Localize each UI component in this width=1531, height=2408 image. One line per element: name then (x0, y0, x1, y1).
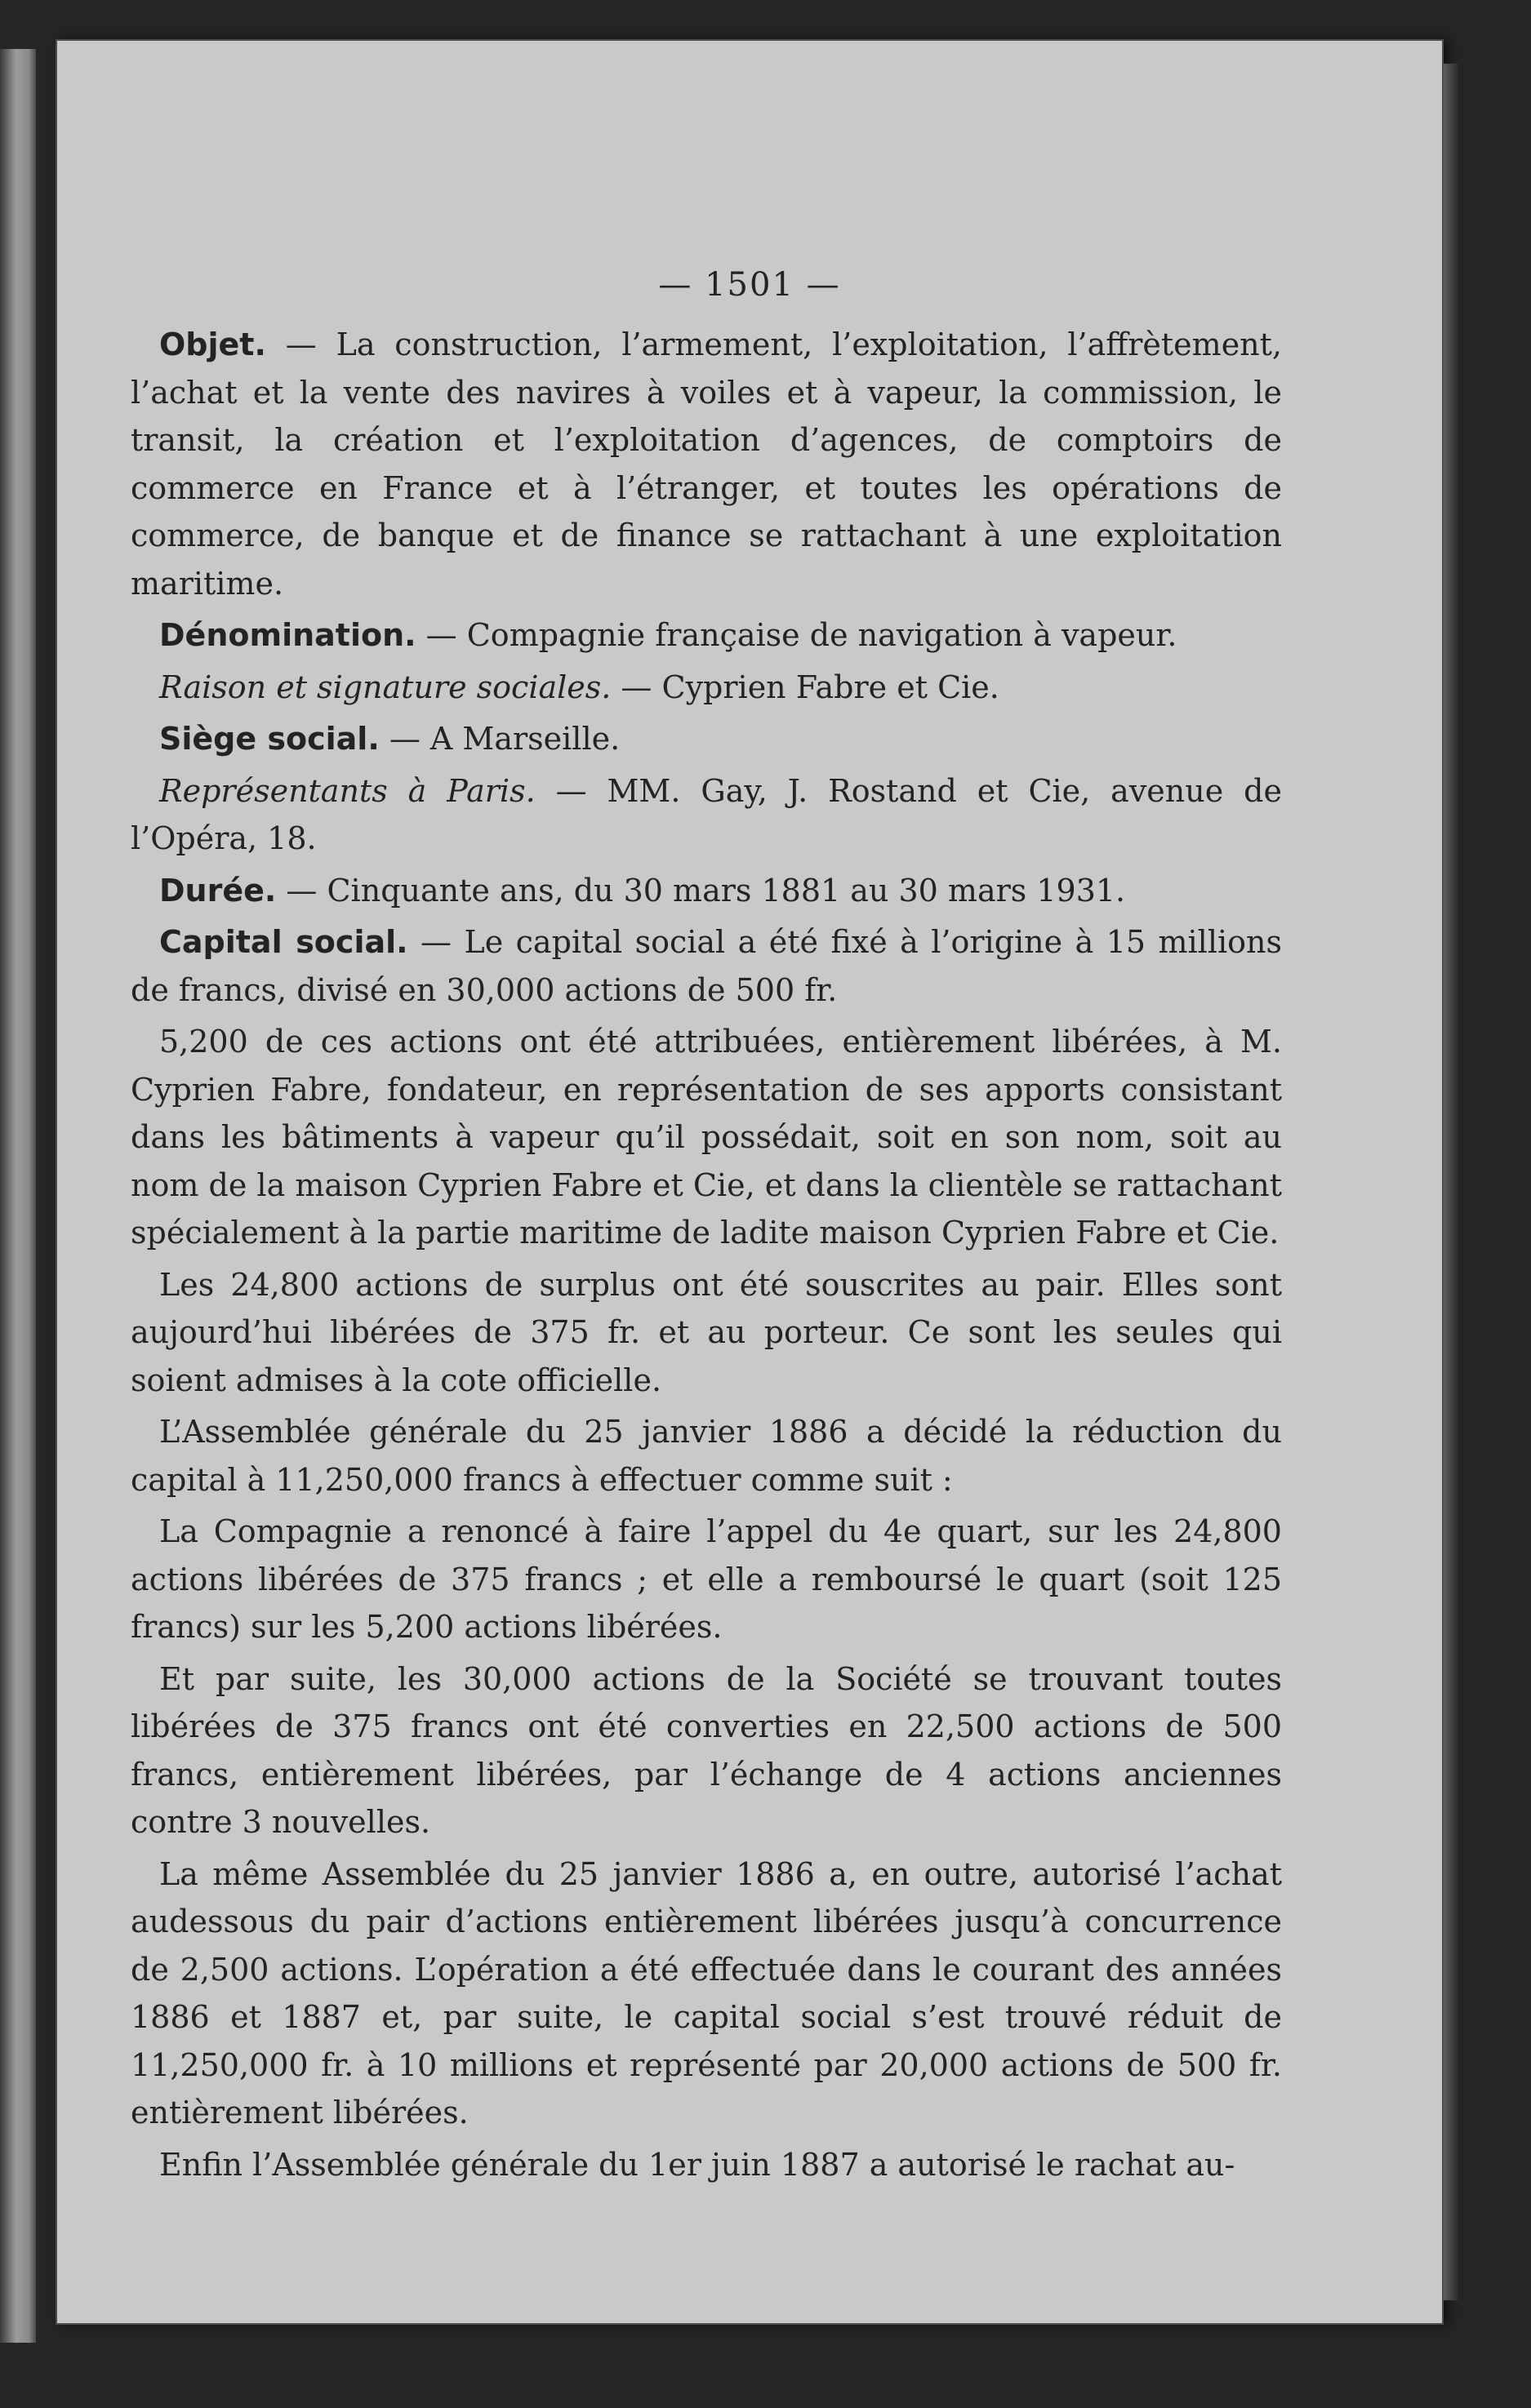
paragraph (131, 611, 1282, 660)
paragraph-text: Les 24,800 actions de surplus ont été souscrites au pair. Elles sont aujourd’hui libérées de 375 fr. et au porteur. Ce sont les seules qui soient admises à la cote officielle. (131, 1266, 1282, 1398)
paragraph (131, 321, 1282, 607)
paragraph-text: — Le capital social a été fixé à l’origine à 15 millions de francs, divisé en 30,000 actions de 500 fr. (131, 924, 1282, 1008)
paragraph-heading: Durée. (159, 872, 277, 909)
paragraph-heading: Représentants à Paris. (159, 772, 536, 809)
paragraph (131, 1655, 1282, 1846)
paragraph (131, 1508, 1282, 1651)
paragraph (131, 1261, 1282, 1405)
paragraph-heading: Siège social. (159, 721, 380, 757)
paragraph-text: — Cinquante ans, du 30 mars 1881 au 30 mars 1931. (276, 872, 1126, 909)
paragraph-text: La même Assemblée du 25 janvier 1886 a, en outre, autorisé l’achat audessous du pair d’actions entièrement libérées jusqu’à concurrence de 2,500 actions. L’opération a été effectuée dans le courant des années 1886 et 1887 et, par suite, le capital social s’est trouvé réduit de 11,250,000 fr. à 10 millions et représenté par 20,000 actions de 500 fr. entièrement libérées. (131, 1855, 1282, 2130)
paragraph (131, 715, 1282, 763)
book-page (56, 39, 1444, 2325)
paragraph (131, 2141, 1282, 2189)
paragraph (131, 1018, 1282, 1257)
paragraph-text: — Cyprien Fabre et Cie. (611, 669, 999, 705)
paragraph-text: — MM. Gay, J. Rostand et Cie, avenue de l’Opéra, 18. (131, 772, 1282, 856)
paragraph-text: La Compagnie a renoncé à faire l’appel du 4e quart, sur les 24,800 actions libérées de 375 francs ; et elle a remboursé le quart (soit 125 francs) sur les 5,200 actions libérées. (131, 1513, 1282, 1645)
paragraph (131, 867, 1282, 915)
page-body-text (131, 321, 1282, 2193)
paragraph-heading: Capital social. (159, 924, 408, 960)
paragraph (131, 918, 1282, 1014)
paragraph (131, 1408, 1282, 1504)
paragraph-text: Et par suite, les 30,000 actions de la Société se trouvant toutes libérées de 375 francs ont été converties en 22,500 actions de 500 francs, entièrement libérées, par l’échange de 4 actions anciennes contre 3 nouvelles. (131, 1660, 1282, 1840)
facing-page-edge (0, 49, 36, 2343)
paragraph-text: — A Marseille. (379, 721, 621, 757)
paragraph-text: Enfin l’Assemblée générale du 1er juin 1887 a autorisé le rachat au- (159, 2146, 1235, 2183)
paragraph (131, 767, 1282, 863)
paragraph (131, 1850, 1282, 2137)
paragraph-text: — Compagnie française de navigation à vapeur. (416, 617, 1177, 653)
page-number: — 1501 — (658, 266, 841, 304)
paragraph-text: — La construction, l’armement, l’exploitation, l’affrètement, l’achat et la vente des navires à voiles et à vapeur, la commission, le transit, la création et l’exploitation d’agences, de comptoirs de commerce en France et à l’étranger, et toutes les opérations de commerce, de banque et de finance se rattachant à une exploitation maritime. (131, 327, 1282, 602)
paragraph-text: 5,200 de ces actions ont été attribuées, entièrement libérées, à M. Cyprien Fabre, fondateur, en représentation de ses apports consistant dans les bâtiments à vapeur qu’il possédait, soit en son nom, soit au nom de la maison Cyprien Fabre et Cie, et dans la clientèle se rattachant spécialement à la partie maritime de ladite maison Cyprien Fabre et Cie. (131, 1024, 1282, 1251)
paragraph-heading: Raison et signature sociales. (159, 669, 612, 705)
paragraph-heading: Objet. (159, 327, 266, 362)
paragraph-heading: Dénomination. (159, 617, 416, 653)
paragraph-text: L’Assemblée générale du 25 janvier 1886 a décidé la réduction du capital à 11,250,000 francs à effectuer comme suit : (131, 1414, 1282, 1498)
paragraph (131, 664, 1282, 712)
